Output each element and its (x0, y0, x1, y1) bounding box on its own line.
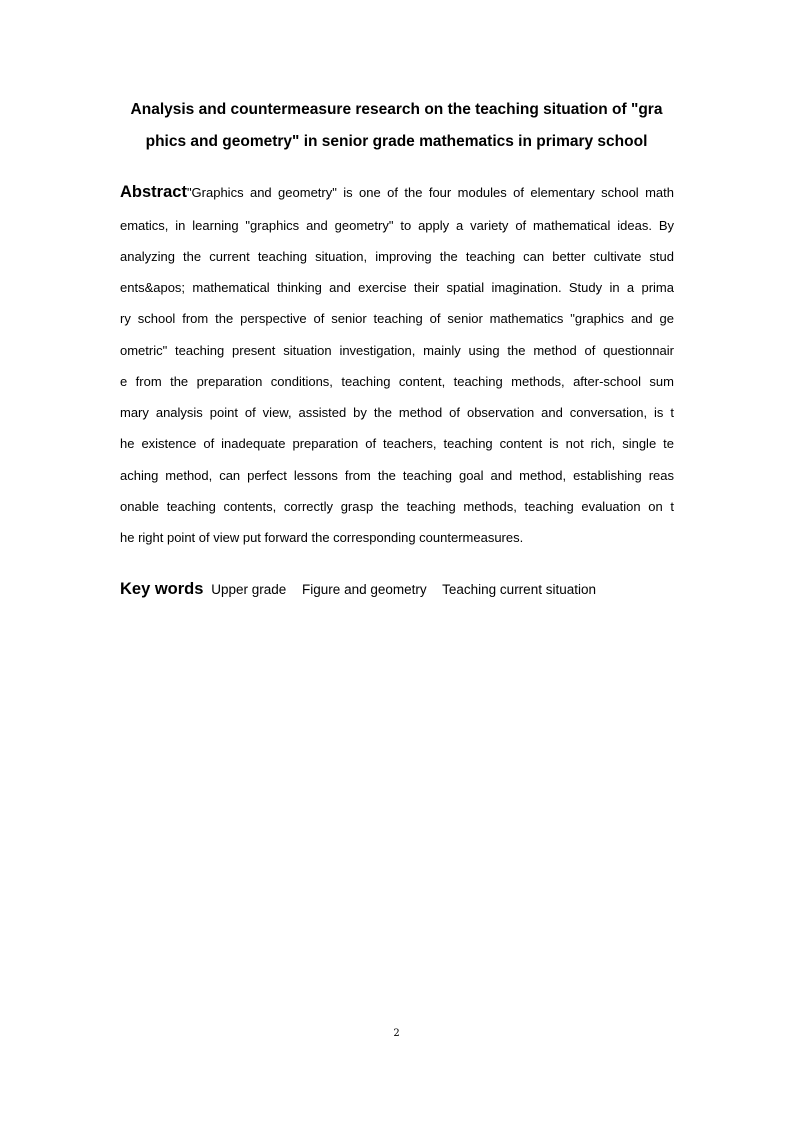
abstract-heading: Abstract (120, 183, 187, 201)
keywords-line (120, 580, 608, 599)
abstract-line: he right point of view put forward the corresponding countermeasures. (120, 530, 524, 545)
abstract-line: he existence of inadequate preparation of teachers, teaching content is not rich, single te (120, 436, 674, 451)
abstract-line: mary analysis point of view, assisted by the method of observation and conversation, is t (120, 405, 674, 420)
abstract-line: onable teaching contents, correctly grasp the teaching methods, teaching evaluation on t (120, 499, 674, 514)
abstract-line (120, 183, 674, 202)
abstract-line: e from the preparation conditions, teaching content, teaching methods, after-school sum (120, 374, 674, 389)
keywords-heading: Key words (120, 580, 204, 598)
abstract-line: aching method, can perfect lessons from the teaching goal and method, establishing reas (120, 468, 674, 483)
abstract-line: analyzing the current teaching situation, improving the teaching can better cultivate stud (120, 249, 674, 264)
paper-title-line-2: phics and geometry" in senior grade mathematics in primary school (145, 133, 648, 150)
abstract-line: ometric" teaching present situation investigation, mainly using the method of questionnair (120, 343, 674, 358)
abstract-line: ematics, in learning "graphics and geometry" to apply a variety of mathematical ideas. By (120, 218, 674, 233)
keyword-item: Teaching current situation (442, 582, 596, 597)
keyword-item: Figure and geometry (302, 582, 427, 597)
keyword-item: Upper grade (211, 582, 287, 597)
page-number: 2 (393, 1028, 400, 1039)
abstract-text: "Graphics and geometry" is one of the four modules of elementary school math (186, 185, 674, 200)
paper-title-line-1: Analysis and countermeasure research on the teaching situation of "gra (130, 101, 663, 118)
abstract-line: ry school from the perspective of senior teaching of senior mathematics "graphics and ge (120, 311, 674, 326)
abstract-line: ents&apos; mathematical thinking and exercise their spatial imagination. Study in a prima (120, 280, 674, 295)
